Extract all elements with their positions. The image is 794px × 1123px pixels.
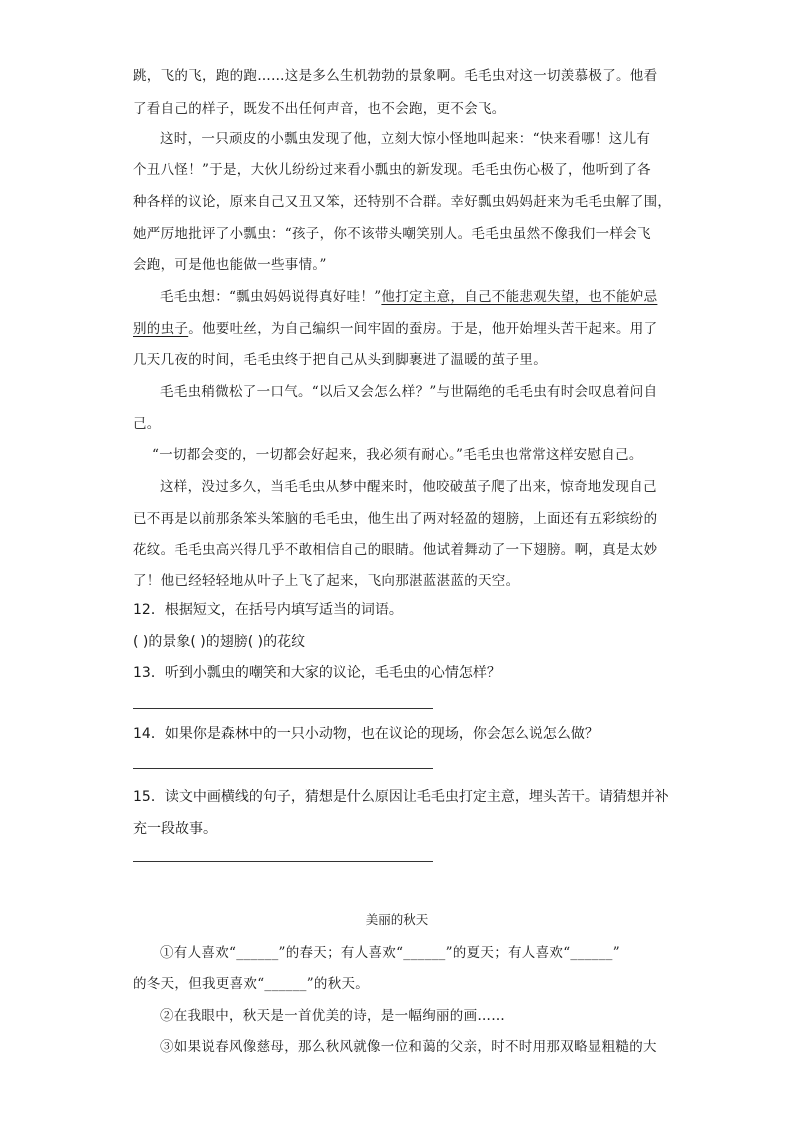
story-line: 了！他已经轻轻地从叶子上飞了起来，飞向那湛蓝湛蓝的天空。 — [133, 573, 520, 589]
answer-line-15[interactable] — [133, 861, 433, 862]
underlined-sentence: 别的虫子 — [133, 321, 189, 337]
story-line: 花纹。毛毛虫高兴得几乎不敢相信自己的眼睛。他试着舞动了一下翅膀。啊，真是太妙 — [133, 542, 658, 558]
story-line: 个丑八怪！”于是，大伙儿纷纷过来看小瓢虫的新发现。毛毛虫伤心极了，他听到了各 — [133, 162, 651, 178]
question-12-blanks[interactable]: ( )的景象( )的翅膀( )的花纹 — [133, 634, 306, 650]
passage-line: ③如果说春风像慈母，那么秋风就像一位和蔼的父亲，时不时用那双略显粗糙的大 — [160, 1039, 657, 1055]
story-line: 这样，没过多久，当毛毛虫从梦中醒来时，他咬破茧子爬了出来，惊奇地发现自己 — [160, 479, 657, 495]
question-13: 13．听到小瓢虫的嘲笑和大家的议论，毛毛虫的心情怎样？ — [133, 665, 501, 681]
underlined-sentence: 他打定主意，自己不能悲观失望，也不能妒忌 — [381, 289, 658, 305]
passage-line: ②在我眼中，秋天是一首优美的诗，是一幅绚丽的画…… — [160, 1008, 505, 1024]
story-line-underlined — [133, 317, 657, 337]
story-line: 她严厉地批评了小瓢虫：“孩子，你不该带头嘲笑别人。毛毛虫虽然不像我们一样会飞 — [133, 226, 651, 242]
question-15: 15．读文中画横线的句子，猜想是什么原因让毛毛虫打定主意，埋头苦干。请猜想并补 — [133, 789, 669, 805]
story-line: 已不再是以前那条笨头笨脑的毛毛虫，他生出了两对轻盈的翅膀，上面还有五彩缤纷的 — [133, 511, 658, 527]
story-line-underlined — [160, 285, 657, 305]
answer-line-14[interactable] — [133, 768, 433, 769]
story-line: 这时，一只顽皮的小瓢虫发现了他，立刻大惊小怪地叫起来：“快来看哪！这儿有 — [160, 131, 651, 147]
answer-line-13[interactable] — [133, 708, 433, 709]
passage-line: ①有人喜欢“______”的春天；有人喜欢“______”的夏天；有人喜欢“______” — [160, 945, 620, 961]
story-text: 。他要吐丝，为自己编织一间牢固的蚕房。于是，他开始埋头苦干起来。用了 — [188, 321, 658, 337]
story-line: 跳，飞的飞，跑的跑……这是多么生机勃勃的景象啊。毛毛虫对这一切羡慕极了。他看 — [133, 68, 658, 84]
question-15-cont: 充一段故事。 — [133, 821, 217, 837]
story-text: 毛毛虫想：“瓢虫妈妈说得真好哇！” — [160, 289, 382, 305]
story-line: 会跑，可是他也能做一些事情。” — [133, 257, 327, 273]
passage-line: 的冬天，但我更喜欢“______”的秋天。 — [133, 976, 370, 992]
story-line: 了看自己的样子，既发不出任何声音，也不会跑，更不会飞。 — [133, 101, 506, 117]
story-line: 几天几夜的时间，毛毛虫终于把自己从头到脚裹进了温暖的茧子里。 — [133, 352, 547, 368]
question-12: 12．根据短文，在括号内填写适当的词语。 — [133, 602, 403, 618]
story-line: 毛毛虫稍微松了一口气。“以后又会怎么样？”与世隔绝的毛毛虫有时会叹息着问自 — [160, 384, 658, 400]
story-line: 己。 — [133, 416, 161, 432]
story-line: “一切都会变的，一切都会好起来，我必须有耐心。”毛毛虫也常常这样安慰自己。 — [152, 447, 643, 463]
passage-title: 美丽的秋天 — [365, 912, 429, 927]
question-14: 14．如果你是森林中的一只小动物，也在议论的现场，你会怎么说怎么做？ — [133, 726, 599, 742]
story-line: 种各样的议论，原来自己又丑又笨，还特别不合群。幸好瓢虫妈妈赶来为毛毛虫解了围， — [133, 194, 672, 210]
